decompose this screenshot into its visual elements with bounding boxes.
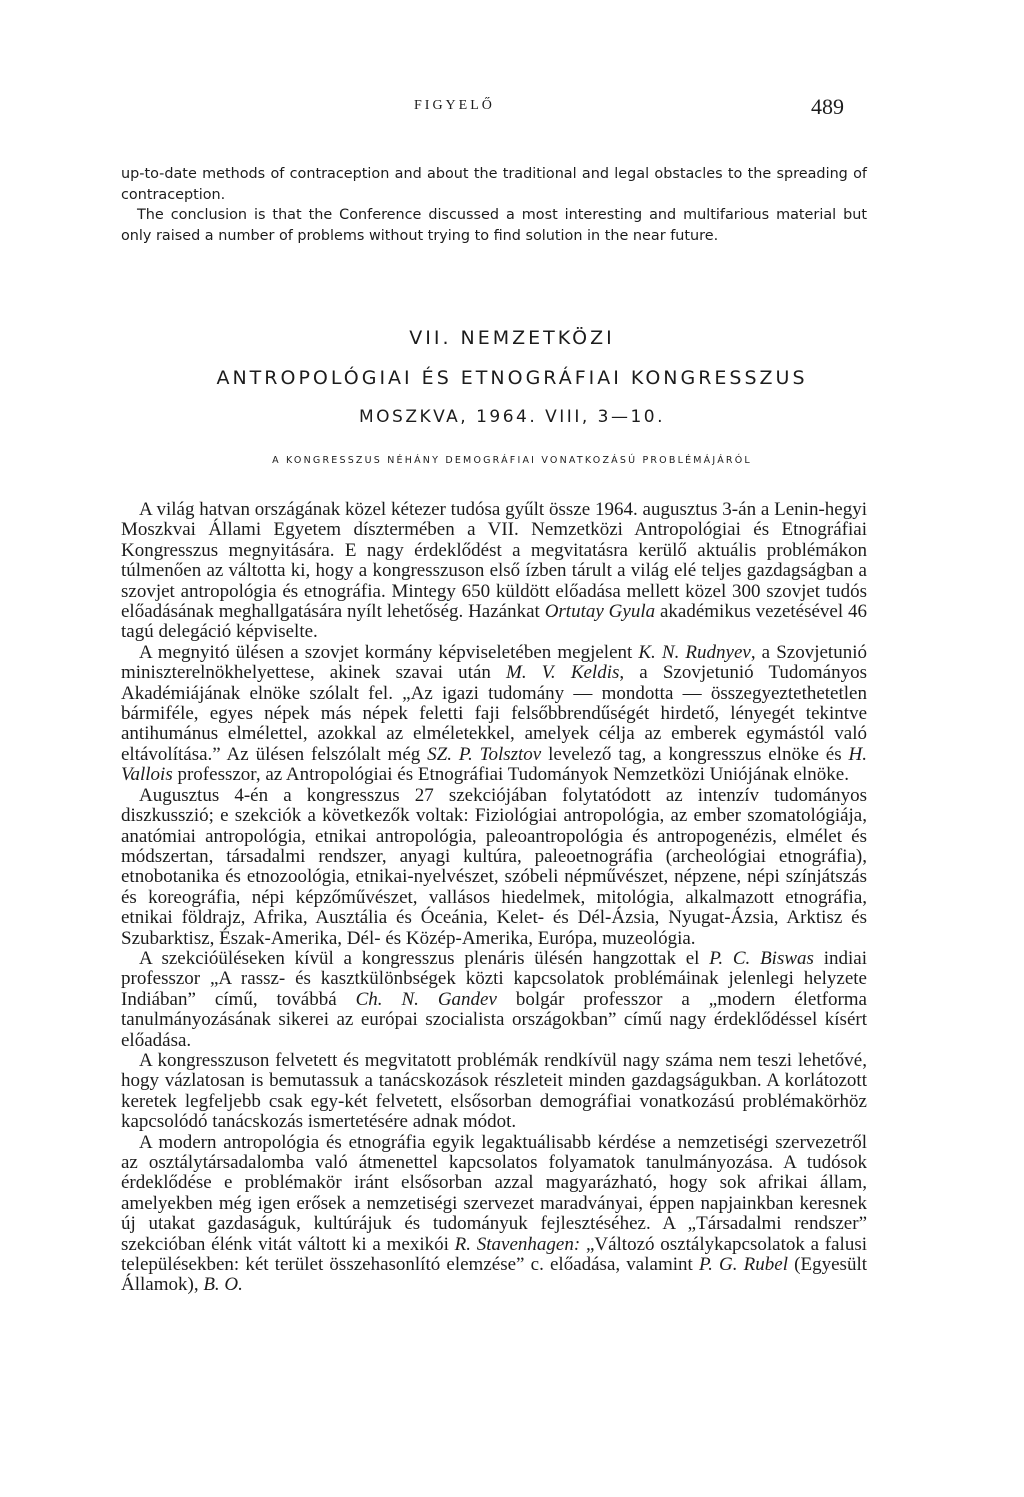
body-paragraph: A megnyitó ülésen a szovjet kormány képviseletében megjelent K. N. Rudnyev, a Szovjetunió miniszterelnökhelyettese, akinek szavai után M. V. Keldis, a Szovjetunió Tudományos Akadémiájának elnöke szólalt fel. „Az igazi tudomány — mondotta — összegyeztethetetlen bármiféle, egyes népek más népek feletti faji felsőbbrendűségét hirdető, lényegét tekintve antihumánus elmélettel, azokkal az elméletekkel, amelyek célja az emberek egymástól való eltávolítása.” Az ülésen felszólalt még SZ. P. Tolsztov levelező tag, a kongresszus elnöke és H. Vallois professzor, az Antropológiai és Etnográfiai Tudományok Nemzetközi Uniójának elnöke. <box>121 641 867 786</box>
body-paragraph: Augusztus 4-én a kongresszus 27 szekciójában folytatódott az intenzív tudományos diszkusszió; e szekciók a következők voltak: Fiziológiai antropológia, az ember szomatológiája, anatómiai antropológia, etnikai antropológia, paleoantropológia és antropogenézis, elmélet és módszertan, társadalmi rendszer, anyagi kultúra, paleoetnográfia (archeológiai etnográfia), etnobotanika és etnozoológia, etnikai-nyelvészet, szóbeli népművészet, népzene, népi színjátszás és koreográfia, népi képzőművészet, vallásos hiedelmek, mitológia, alkalmazott etnográfia, etnikai földrajz, Afrika, Ausztália és Óceánia, Kelet- és Dél-Ázsia, Nyugat-Ázsia, Arktisz és Szubarktisz, Észak-Amerika, Dél- és Közép-Amerika, Európa, muzeológia. <box>121 784 867 949</box>
body-paragraph: A modern antropológia és etnográfia egyik legaktuálisabb kérdése a nemzetiségi szervezetről az osztálytársadalomba való átmenettel kapcsolatos folyamatok tanulmányozása. A tudósok érdeklődése e problémakör iránt elsősorban azzal magyarázható, hogy sok afrikai állam, amelyekben még igen erősek a nemzetiségi szervezet maradványai, éppen napjainkban keresnek új utakat gazdaságuk, kultúrájuk és tudományuk fejlesztéséhez. A „Társadalmi rendszer” szekcióban élénk vitát váltott ki a mexikói R. Stavenhagen: „Változó osztálykapcsolatok a falusi településekben: két terület összehasonlító elemzése” c. előadása, valamint P. G. Rubel (Egyesült Államok), B. O. <box>121 1131 868 1296</box>
person-name: B. O. <box>203 1274 243 1296</box>
person-name: P. C. Biswas <box>709 947 814 969</box>
running-head: FIGYELŐ <box>414 98 495 113</box>
person-name: Ortutay Gyula <box>544 601 656 623</box>
person-name: SZ. P. Tolsztov <box>427 743 542 765</box>
page-number: 489 <box>811 94 844 119</box>
person-name: R. Stavenhagen: <box>454 1233 581 1255</box>
person-name: P. G. Rubel <box>698 1254 789 1276</box>
body-paragraph: A világ hatvan országának közel kétezer tudósa gyűlt össze 1964. augusztus 3-án a Lenin-hegyi Moszkvai Állami Egyetem dísztermében a VII. Nemzetközi Antropológiai és Etnográfiai Kongresszus megnyitására. E nagy érdeklődést a megvitatásra kerülő aktuális problémákon túlmenően az váltotta ki, hogy a kongresszuson első ízben tárult a világ elé teljes gazdagságban a szovjet antropológia és etnográfia. Mintegy 650 küldött előadása mellett közel 300 szovjet tudós előadásának meghallgatására nyílt lehetőség. Hazánkat Ortutay Gyula akadémikus vezetésével 46 tagú delegáció képviselte. <box>121 499 867 643</box>
article-title-line-1: VII. NEMZETKÖZI <box>409 327 615 349</box>
article-body <box>121 500 867 1296</box>
english-summary-tail <box>121 164 867 246</box>
body-paragraph: A kongresszuson felvetett és megvitatott problémák rendkívül nagy száma nem teszi lehetővé, hogy vázlatosan is bemutassuk a tanácskozások részleteit minden gazdagságukban. A korlátozott keretek legfeljebb csak egy-két felvetett, elsősorban demográfiai vonatkozású problémakörhöz kapcsolódó tanácskozás ismertetésére adnak módot. <box>121 1049 867 1133</box>
body-paragraph: A szekcióüléseken kívül a kongresszus plenáris ülésén hangzottak el P. C. Biswas indiai professzor „A rassz- és kasztkülönbségek közti kapcsolatok problémáinak jelenlegi helyzete Indiában” című, továbbá Ch. N. Gandev bolgár professzor a „modern életforma tanulmányozásának sikerei az európai szocialista országokban” című nagy érdeklődéssel kísért előadása. <box>121 947 867 1051</box>
english-paragraph: The conclusion is that the Conference discussed a most interesting and multifarious material but only raised a number of problems without trying to find solution in the near future. <box>121 207 867 244</box>
english-paragraph: up-to-date methods of contraception and about the traditional and legal obstacles to the spreading of contraception. <box>121 166 867 203</box>
article-title-line-2: ANTROPOLÓGIAI ÉS ETNOGRÁFIAI KONGRESSZUS <box>216 367 808 389</box>
person-name: K. N. Rudnyev <box>638 641 751 663</box>
article-title-line-3: MOSZKVA, 1964. VIII, 3—10. <box>358 407 665 427</box>
person-name: H. Vallois <box>121 743 867 786</box>
article-subtitle: A KONGRESSZUS NÉHÁNY DEMOGRÁFIAI VONATKOZÁSÚ PROBLÉMÁJÁRÓL <box>272 455 752 466</box>
person-name: Ch. N. Gandev <box>355 988 497 1010</box>
person-name: M. V. Keldis <box>506 662 620 684</box>
